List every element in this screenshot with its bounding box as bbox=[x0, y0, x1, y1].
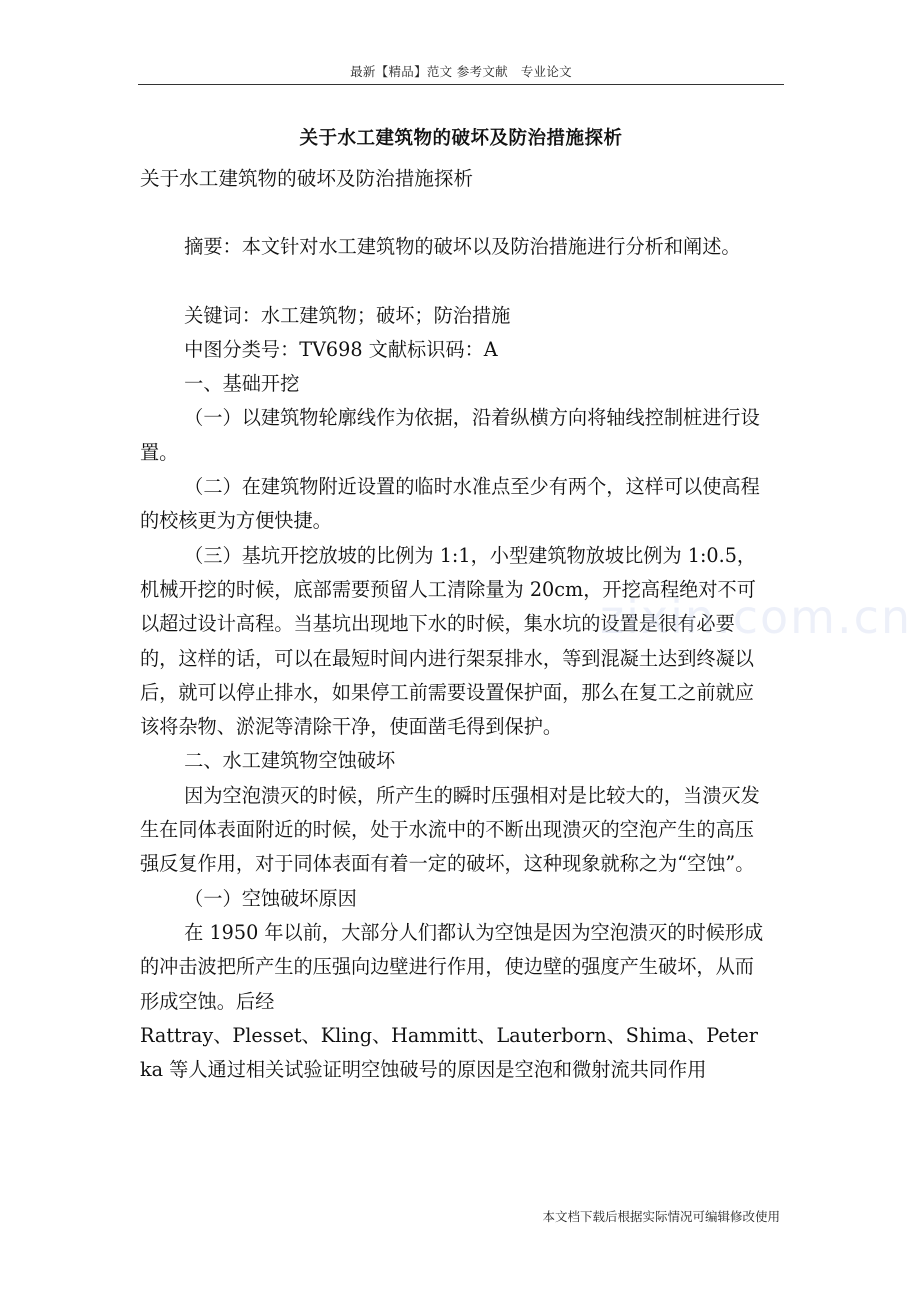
header-divider bbox=[138, 84, 784, 85]
spacer bbox=[140, 265, 768, 299]
spacer bbox=[140, 196, 768, 230]
document-subtitle: 关于水工建筑物的破坏及防治措施探析 bbox=[140, 167, 474, 190]
section-2-paragraph-2: 在 1950 年以前，大部分人们都认为空蚀是因为空泡溃灭的时候形成的冲击波把所产生的压强向边壁进行作用，使边壁的强度产生破坏，从而形成空蚀。后经 bbox=[140, 920, 764, 1013]
section-1-heading: 一、基础开挖 bbox=[184, 372, 300, 396]
document-title: 关于水工建筑物的破坏及防治措施探析 bbox=[299, 128, 623, 149]
keywords: 关键词：水工建筑物；破坏；防治措施 bbox=[184, 303, 511, 327]
section-2-heading: 二、水工建筑物空蚀破坏 bbox=[184, 749, 396, 773]
page-header: 最新【精品】范文 参考文献 专业论文 bbox=[350, 64, 572, 79]
classification: 中图分类号：TV698 文献标识码：A bbox=[184, 337, 498, 361]
watermark: zixin.com.cn bbox=[600, 590, 913, 644]
section-2-paragraph-3: Rattray、Plesset、Kling、Hammitt、Lauterborn、Shima、Peterka 等人通过相关试验证明空蚀破号的原因是空泡和微射流共同作用 bbox=[140, 1023, 758, 1082]
section-2-subheading-1: （一）空蚀破坏原因 bbox=[184, 886, 357, 910]
section-2-paragraph-1: 因为空泡溃灭的时候，所产生的瞬时压强相对是比较大的，当溃灭发生在同体表面附近的时候，处于水流中的不断出现溃灭的空泡产生的高压强反复作用，对于同体表面有着一定的破坏，这种现象就称之为“空蚀”。 bbox=[140, 783, 760, 876]
document-body bbox=[140, 162, 768, 1087]
section-1-paragraph-2: （二）在建筑物附近设置的临时水准点至少有两个，这样可以使高程的校核更为方便快捷。 bbox=[140, 475, 760, 533]
section-1-paragraph-1: （一）以建筑物轮廓线作为依据，沿着纵横方向将轴线控制桩进行设置。 bbox=[140, 406, 760, 464]
abstract: 摘要：本文针对水工建筑物的破坏以及防治措施进行分析和阐述。 bbox=[184, 235, 741, 259]
section-1-paragraph-3: （三）基坑开挖放坡的比例为 1:1，小型建筑物放坡比例为 1:0.5，机械开挖的时候，底部需要预留人工清除量为 20cm，开挖高程绝对不可以超过设计高程。当基坑出现地下水的时候，集水坑的设置是很有必要的，这样的话，可以在最短时间内进行架泵排水，等到混凝土达到终凝以后，就可以停止排水，如果停工前需要设置保护面，那么在复工之前就应该将杂物、淤泥等清除干净，使面凿毛得到保护。 bbox=[140, 543, 757, 739]
page-footer: 本文档下载后根据实际情况可编辑修改使用 bbox=[542, 1209, 780, 1224]
